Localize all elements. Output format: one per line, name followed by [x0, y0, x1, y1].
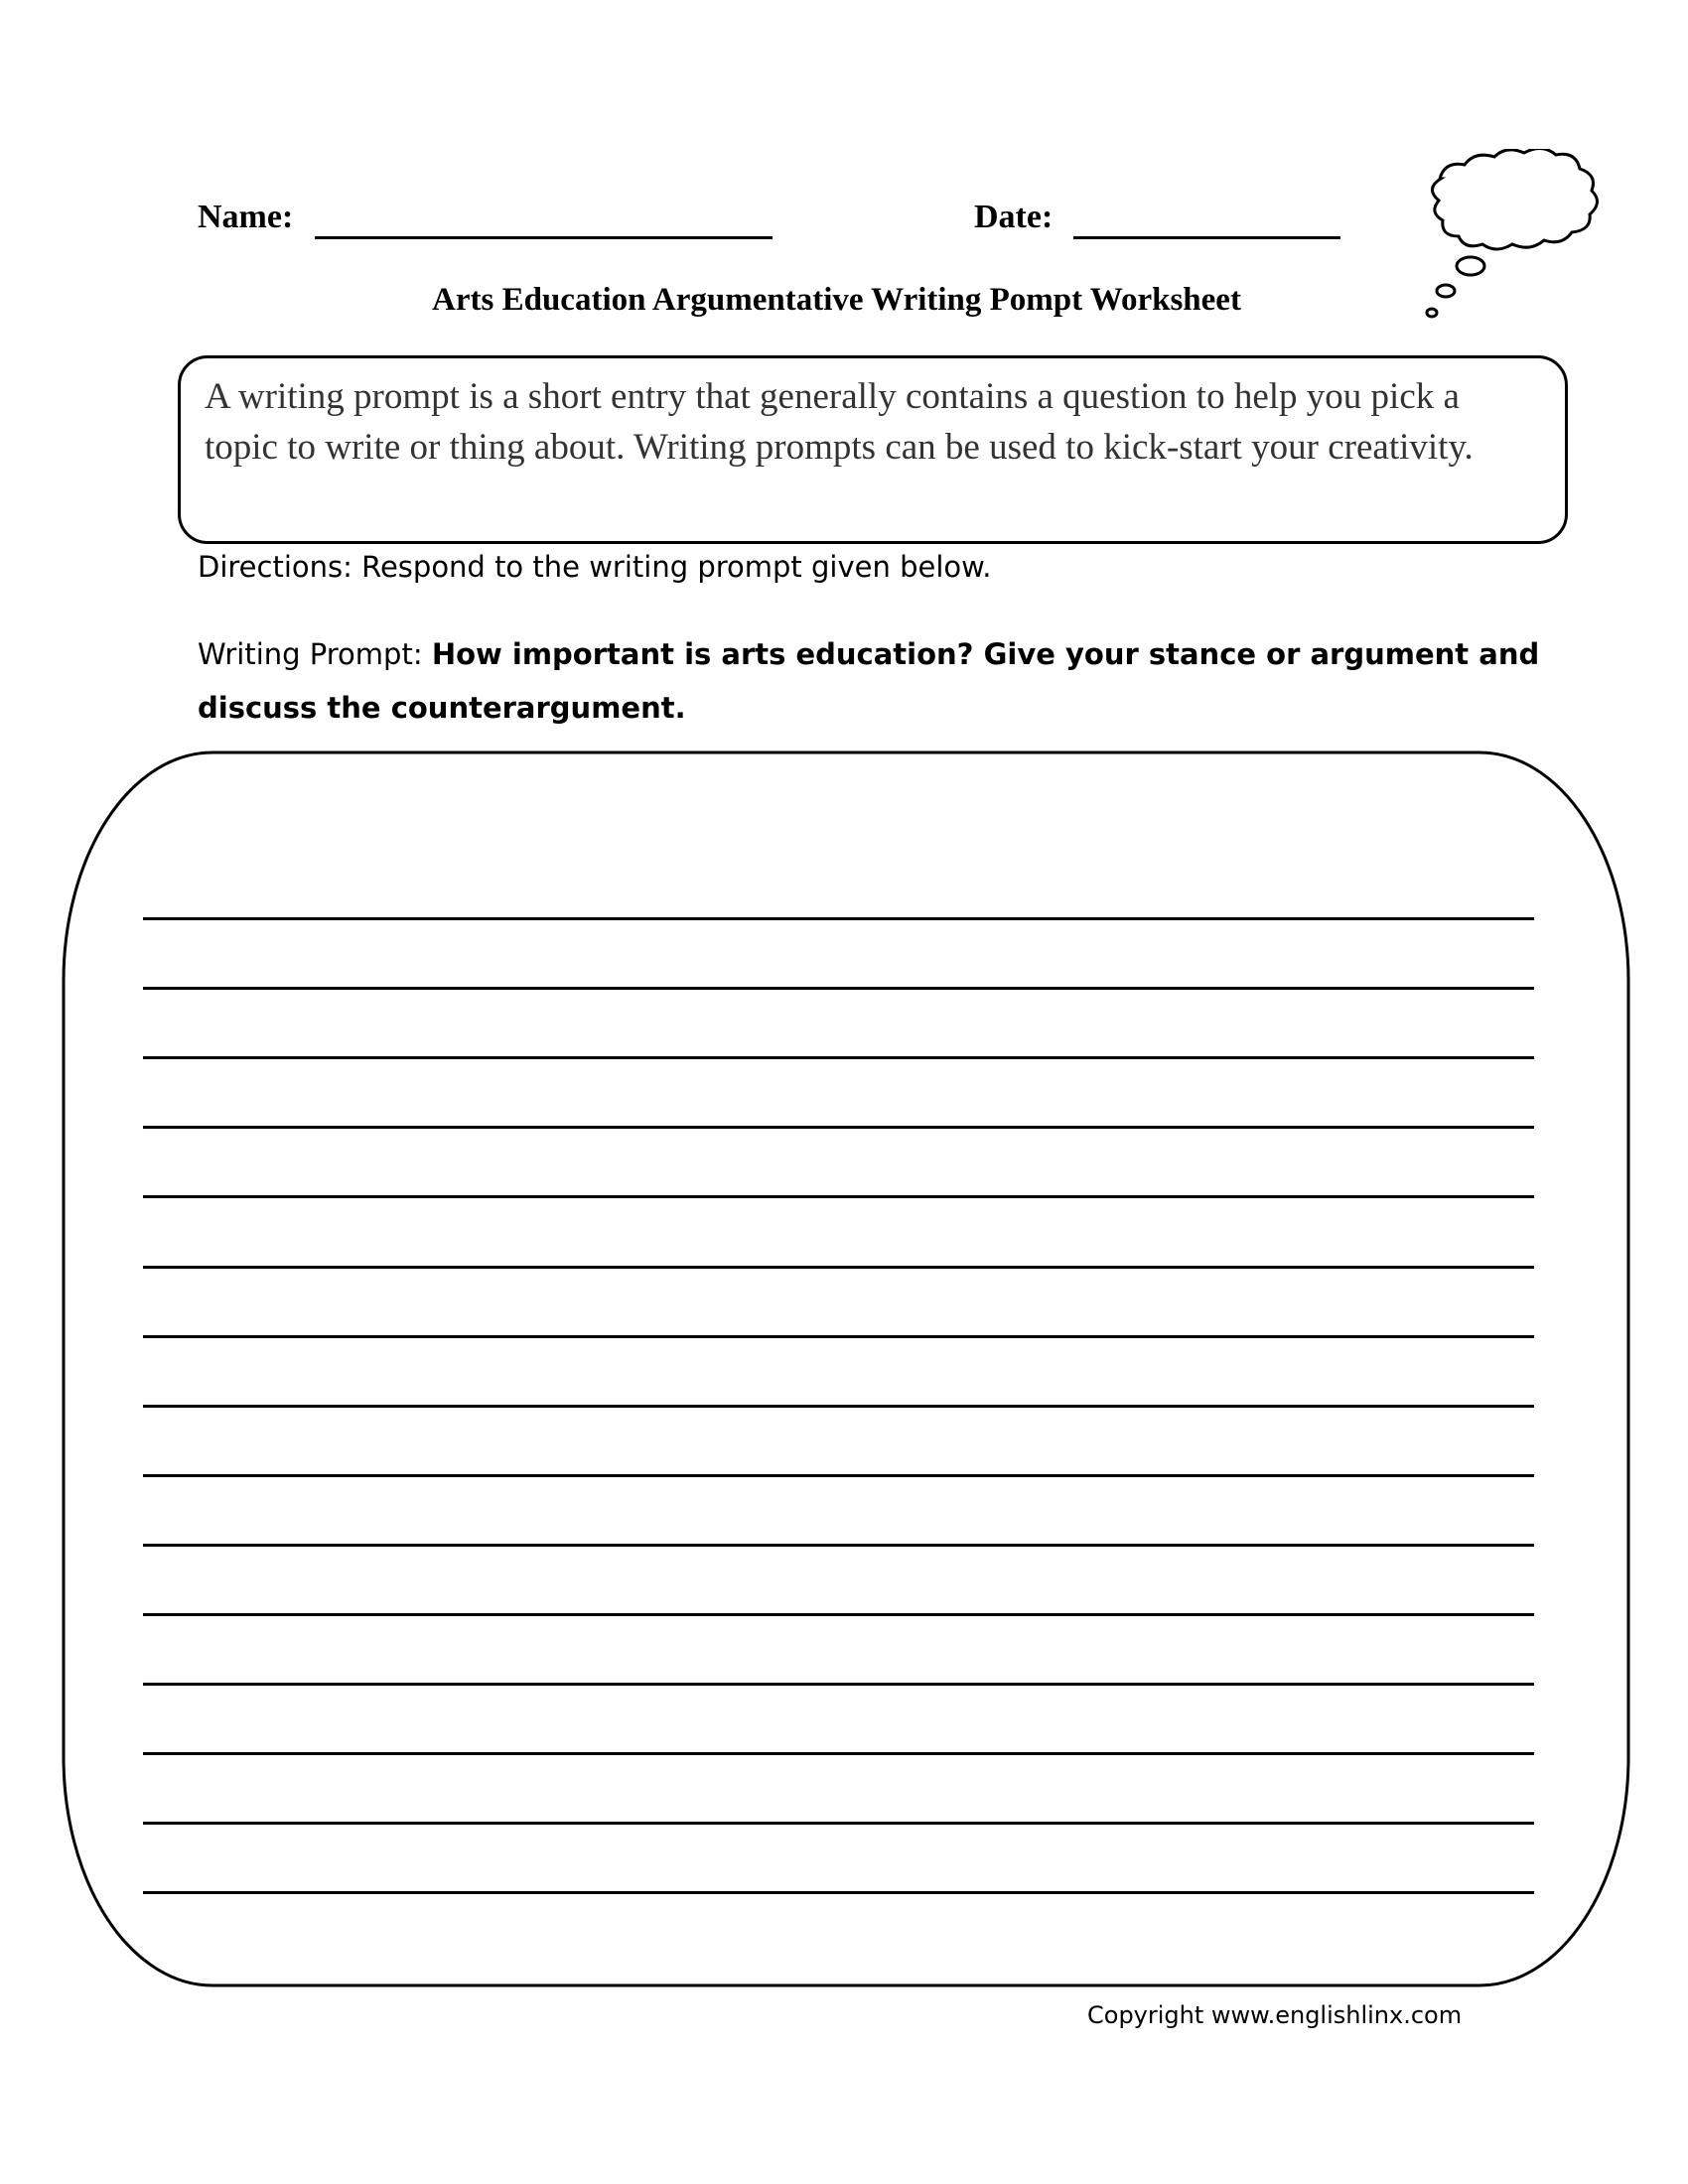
- name-label: Name:: [198, 199, 294, 235]
- answer-line[interactable]: [143, 1405, 1534, 1408]
- answer-line[interactable]: [143, 1335, 1534, 1338]
- answer-line[interactable]: [143, 1474, 1534, 1477]
- page-title: Arts Education Argumentative Writing Pompt Worksheet: [432, 282, 1241, 318]
- answer-line[interactable]: [143, 1195, 1534, 1198]
- answer-line[interactable]: [143, 1822, 1534, 1825]
- answer-line[interactable]: [143, 1752, 1534, 1755]
- answer-line[interactable]: [143, 917, 1534, 920]
- directions: Directions: Respond to the writing prompt given below.: [198, 550, 992, 584]
- answer-line[interactable]: [143, 1056, 1534, 1059]
- answer-line[interactable]: [143, 987, 1534, 990]
- writing-prompt-question: How important is arts education? Give your stance or argument and discuss the counterargument.: [198, 637, 1540, 725]
- answer-line[interactable]: [143, 1683, 1534, 1686]
- answer-line[interactable]: [143, 1613, 1534, 1616]
- answer-line[interactable]: [143, 1266, 1534, 1269]
- answer-line[interactable]: [143, 1544, 1534, 1547]
- answer-line[interactable]: [143, 1891, 1534, 1894]
- date-label: Date:: [974, 199, 1054, 235]
- writing-prompt-label: Writing Prompt:: [198, 637, 432, 671]
- copyright: Copyright www.englishlinx.com: [1087, 2001, 1463, 2029]
- answer-line[interactable]: [143, 1126, 1534, 1129]
- intro-text: A writing prompt is a short entry that generally contains a question to help you pick a topic to write or thing about. Writing prompts can be used to kick-start your creativity.: [205, 376, 1474, 468]
